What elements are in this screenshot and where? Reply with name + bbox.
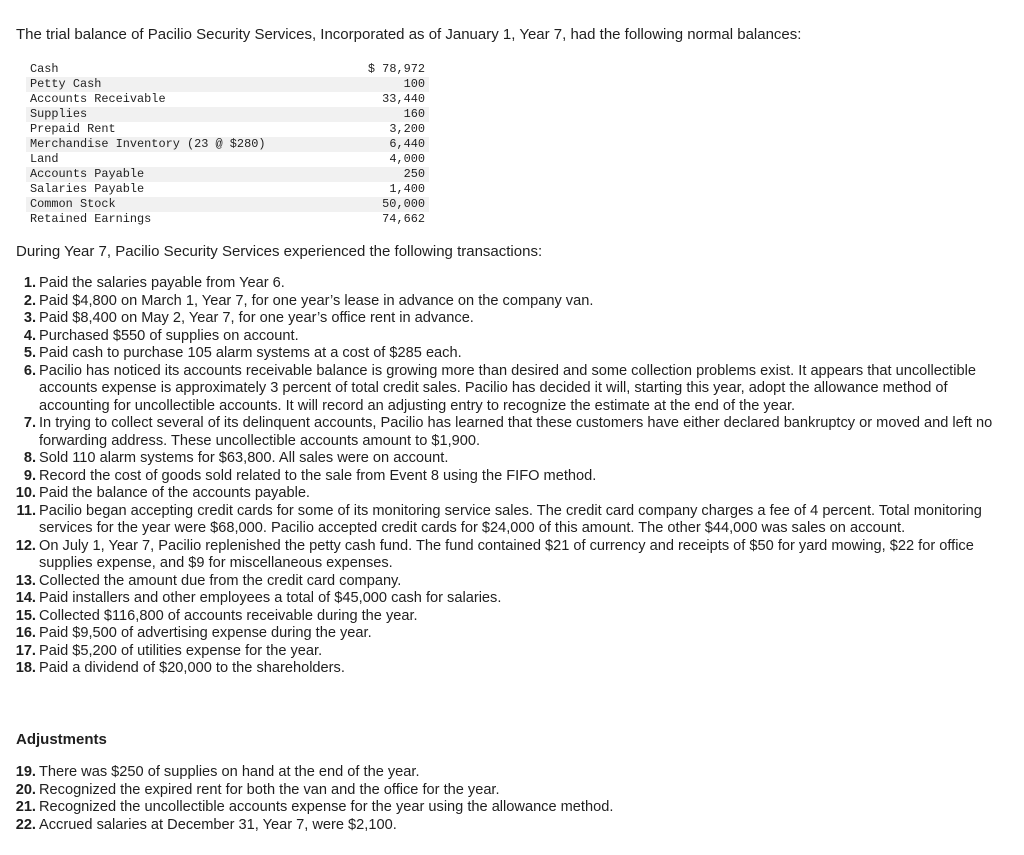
item-text: Record the cost of goods sold related to the sale from Event 8 using the FIFO method. [39,467,597,484]
item-number: 14. [15,590,36,606]
transactions-list [0,275,1010,678]
table-row [26,182,429,197]
account-name: Accounts Payable [26,167,343,182]
list-item [0,275,1010,293]
account-amount: 3,200 [343,122,429,137]
item-number: 6. [23,362,36,379]
table-row [26,107,429,122]
list-item [0,345,1010,363]
item-number: 22. [15,816,36,833]
adjustments-heading: Adjustments [16,731,107,748]
table-row [26,212,429,227]
list-item [0,590,1010,608]
account-name: Common Stock [26,197,343,212]
item-number: 7. [23,415,36,431]
item-number: 5. [23,345,36,361]
trial-balance-table [26,62,429,227]
table-row [26,122,429,137]
account-name: Petty Cash [26,77,343,92]
item-text: Paid $8,400 on May 2, Year 7, for one year’s office rent in advance. [39,310,474,326]
list-item [0,660,1010,678]
list-item [0,328,1010,346]
list-item [0,643,1010,661]
item-text: There was $250 of supplies on hand at the end of the year. [39,764,420,780]
account-name: Supplies [26,107,343,122]
account-name: Prepaid Rent [26,122,343,137]
list-item [0,468,1010,486]
list-item [0,625,1010,643]
item-number: 13. [15,572,36,589]
item-text: Collected $116,800 of accounts receivable during the year. [39,607,418,624]
item-text: Paid the balance of the accounts payable. [39,485,310,501]
item-text: Pacilio began accepting credit cards for some of its monitoring service sales. The credit card company charges a fee of 4 percent. Total monitoring services for the year were $68,000. Pacilio accepted credit cards for $24,000 of this amount. The other $44,000 was sales on account. [39,502,982,536]
table-row [26,92,429,107]
account-amount: 100 [343,77,429,92]
account-amount: 250 [343,167,429,182]
account-amount: 1,400 [343,182,429,197]
account-name: Salaries Payable [26,182,343,197]
item-text: Paid $4,800 on March 1, Year 7, for one year’s lease in advance on the company van. [39,292,594,309]
item-text: Paid $5,200 of utilities expense for the year. [39,642,323,659]
adjustments-list [0,764,1010,834]
list-item [0,538,1010,573]
item-number: 10. [15,485,36,501]
table-row [26,197,429,212]
item-number: 9. [23,467,36,484]
list-item [0,503,1010,538]
account-amount: 33,440 [343,92,429,107]
list-item [0,608,1010,626]
account-name: Cash [26,62,343,77]
list-item [0,782,1010,800]
list-item [0,415,1010,450]
account-amount: 50,000 [343,197,429,212]
account-amount: 160 [343,107,429,122]
list-item [0,293,1010,311]
transactions-intro: During Year 7, Pacilio Security Services experienced the following transactions: [16,243,543,260]
item-number: 12. [15,537,36,554]
item-text: Collected the amount due from the credit card company. [39,572,402,589]
item-text: Pacilio has noticed its accounts receivable balance is growing more than desired and some collection problems exist. It appears that uncollectible accounts expense is approximately 3 percent of total credit sales. Pacilio has decided it will, starting this year, adopt the allowance method of accounting for uncollectible accounts. It will record an adjusting entry to recognize the estimate at the end of the year. [39,362,976,414]
account-name: Retained Earnings [26,212,343,227]
item-text: Recognized the expired rent for both the van and the office for the year. [39,781,500,798]
table-row [26,167,429,182]
item-text: Accrued salaries at December 31, Year 7, were $2,100. [39,816,397,833]
table-row [26,62,429,77]
item-number: 2. [23,292,36,309]
account-name: Accounts Receivable [26,92,343,107]
item-number: 1. [23,275,36,291]
item-text: On July 1, Year 7, Pacilio replenished the petty cash fund. The fund contained $21 of currency and receipts of $50 for yard mowing, $22 for office supplies expense, and $9 for miscellaneous expenses. [39,537,974,571]
item-text: Paid the salaries payable from Year 6. [39,275,285,291]
account-amount: 4,000 [343,152,429,167]
intro-paragraph: The trial balance of Pacilio Security Services, Incorporated as of January 1, Year 7, had the following normal balances: [16,26,802,43]
account-name: Merchandise Inventory (23 @ $280) [26,137,343,152]
item-text: Paid a dividend of $20,000 to the shareholders. [39,660,345,676]
item-text: Purchased $550 of supplies on account. [39,327,299,344]
list-item [0,799,1010,817]
account-amount: $ 78,972 [343,62,429,77]
item-text: Sold 110 alarm systems for $63,800. All sales were on account. [39,450,449,466]
item-number: 17. [15,642,36,659]
list-item [0,764,1010,782]
item-number: 15. [15,607,36,624]
item-number: 3. [23,310,36,326]
account-amount: 74,662 [343,212,429,227]
item-text: Paid $9,500 of advertising expense during the year. [39,625,372,641]
item-number: 18. [15,660,36,676]
item-number: 21. [15,799,36,815]
item-text: Recognized the uncollectible accounts expense for the year using the allowance method. [39,799,614,815]
list-item [0,817,1010,835]
item-number: 16. [15,625,36,641]
item-number: 8. [23,450,36,466]
item-text: Paid cash to purchase 105 alarm systems at a cost of $285 each. [39,345,462,361]
item-number: 4. [23,327,36,344]
table-row [26,137,429,152]
list-item [0,485,1010,503]
account-amount: 6,440 [343,137,429,152]
item-number: 20. [15,781,36,798]
table-row [26,152,429,167]
list-item [0,363,1010,416]
item-number: 11. [16,502,36,519]
list-item [0,573,1010,591]
account-name: Land [26,152,343,167]
list-item [0,310,1010,328]
list-item [0,450,1010,468]
item-text: In trying to collect several of its delinquent accounts, Pacilio has learned that these customers have either declared bankruptcy or moved and left no forwarding address. These uncollectible accounts amount to $1,900. [39,415,993,449]
item-number: 19. [15,764,36,780]
table-row [26,77,429,92]
item-text: Paid installers and other employees a total of $45,000 cash for salaries. [39,590,502,606]
